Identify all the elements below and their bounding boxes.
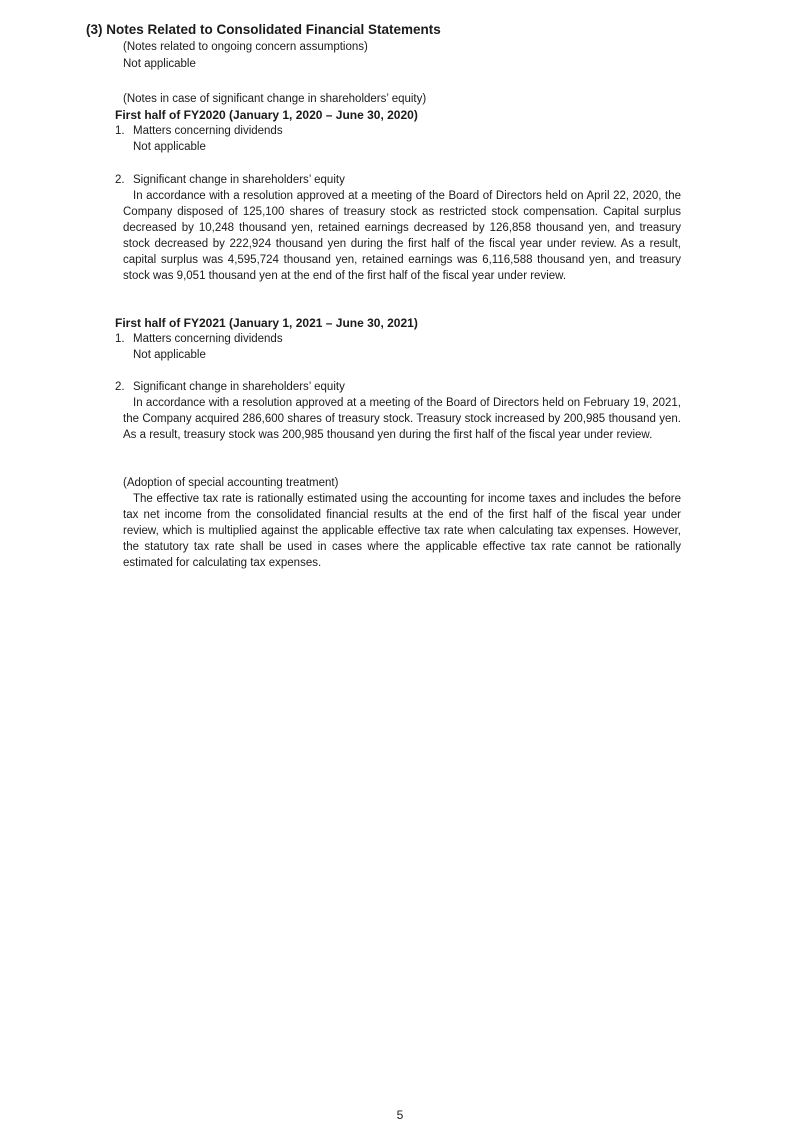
fy2020-item1-body: Not applicable [133, 141, 206, 153]
fy2020-equity-paragraph: In accordance with a resolution approved at a meeting of the Board of Directors held on April 22, 2020, the Company disposed of 125,100 shares of treasury stock as restricted stock compensation. Capital surplus decreased by 10,248 thousand yen, retained earnings decreased by 126,858 thousand yen, and treasury stock decreased by 222,924 thousand yen during the first half of the fiscal year under review. As a result, capital surplus was 4,595,724 thousand yen, retained earnings was 6,116,588 thousand yen, and treasury stock was 9,051 thousand yen at the end of the first half of the fiscal year under review. [123, 190, 681, 282]
going-concern-heading: (Notes related to ongoing concern assumptions) [123, 41, 368, 53]
fy2021-item2 [115, 379, 345, 395]
fy2020-item1-number: 1. [115, 125, 125, 137]
fy2021-item1 [115, 331, 283, 347]
equity-notes-heading: (Notes in case of significant change in shareholders’ equity) [123, 93, 427, 105]
fy2021-item1-body: Not applicable [133, 349, 206, 361]
fy2021-item1-label: Matters concerning dividends [133, 333, 283, 345]
fy2021-item2-label: Significant change in shareholders’ equity [133, 381, 345, 393]
fy2021-item2-number: 2. [115, 381, 125, 393]
section-title: (3) Notes Related to Consolidated Financial Statements [86, 22, 441, 37]
fy2020-item1 [115, 123, 283, 139]
fy2020-item2-label: Significant change in shareholders’ equity [133, 174, 345, 186]
fy2020-item1-label: Matters concerning dividends [133, 125, 283, 137]
fy2021-equity-paragraph: In accordance with a resolution approved at a meeting of the Board of Directors held on February 19, 2021, the Company acquired 286,600 shares of treasury stock. Treasury stock increased by 200,985 thousand yen. As a result, treasury stock was 200,985 thousand yen during the first half of the fiscal year under review. [123, 397, 681, 441]
going-concern-body: Not applicable [123, 58, 196, 70]
special-accounting-heading: (Adoption of special accounting treatment) [123, 477, 339, 489]
special-accounting-paragraph: The effective tax rate is rationally estimated using the accounting for income taxes and includes the before tax net income from the consolidated financial results at the end of the first half of the fiscal year under review, which is multiplied against the applicable effective tax rate when calculating tax expenses. However, the statutory tax rate shall be used in cases where the applicable effective tax rate cannot be rationally estimated for calculating tax expenses. [123, 493, 681, 569]
fy2020-item2-number: 2. [115, 174, 125, 186]
fy2020-item2 [115, 172, 345, 188]
fy2020-period-heading: First half of FY2020 (January 1, 2020 – June 30, 2020) [115, 108, 418, 122]
fy2021-item1-number: 1. [115, 333, 125, 345]
page-number: 5 [396, 1108, 404, 1122]
fy2021-period-heading: First half of FY2021 (January 1, 2021 – June 30, 2021) [115, 316, 418, 330]
